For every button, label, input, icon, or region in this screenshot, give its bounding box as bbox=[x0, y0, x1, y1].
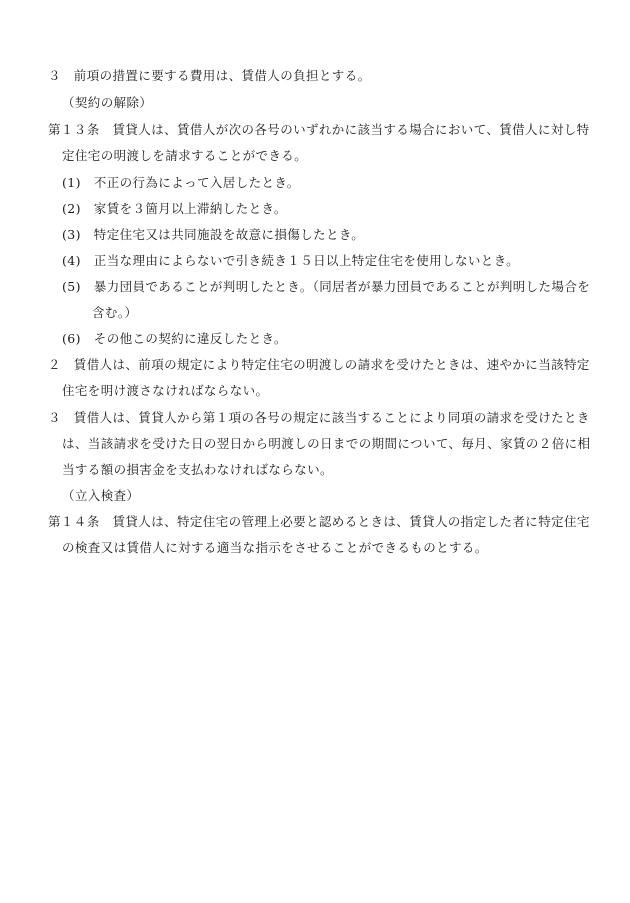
heading-inspection: （立入検査） bbox=[62, 488, 140, 503]
paragraph-3-line-2: は、当該請求を受けた日の翌日から明渡しの日までの期間について、毎月、家賃の２倍に相 bbox=[62, 436, 591, 451]
item-4: (4) 正当な理由によらないで引き続き１５日以上特定住宅を使用しないとき。 bbox=[62, 253, 520, 268]
article-13-line-2: 定住宅の明渡しを請求することができる。 bbox=[62, 148, 308, 163]
item-1: (1) 不正の行為によって入居したとき。 bbox=[62, 175, 300, 190]
paragraph-2-line-1: ２ 賃借人は、前項の規定により特定住宅の明渡しの請求を受けたときは、速やかに当該特定 bbox=[48, 357, 590, 372]
paragraph-3-line-3: 当する額の損害金を支払わなければならない。 bbox=[62, 462, 333, 477]
paragraph-3-cost: ３ 前項の措置に要する費用は、賃借人の負担とする。 bbox=[48, 68, 371, 83]
item-3: (3) 特定住宅又は共同施設を故意に損傷したとき。 bbox=[62, 227, 365, 242]
article-14-line-1: 第１４条 賃貸人は、特定住宅の管理上必要と認めるときは、賃貸人の指定した者に特定住宅 bbox=[48, 514, 590, 529]
item-5-line-2: 含む。） bbox=[92, 305, 138, 320]
article-14-line-2: の検査又は賃借人に対する適当な指示をさせることができるものとする。 bbox=[62, 540, 488, 555]
item-5-line-1: (5) 暴力団員であることが判明したとき。（同居者が暴力団員であることが判明した場合を bbox=[62, 279, 591, 294]
item-6: (6) その他この契約に違反したとき。 bbox=[62, 331, 287, 346]
paragraph-2-line-2: 住宅を明け渡さなければならない。 bbox=[62, 383, 269, 398]
item-2: (2) 家賃を３箇月以上滞納したとき。 bbox=[62, 201, 287, 216]
heading-contract-cancellation: （契約の解除） bbox=[62, 95, 153, 110]
article-13-line-1: 第１３条 賃貸人は、賃借人が次の各号のいずれかに該当する場合において、賃借人に対し特 bbox=[48, 122, 590, 137]
paragraph-3-line-1: ３ 賃借人は、賃貸人から第１項の各号の規定に該当することにより同項の請求を受けたとき bbox=[48, 410, 590, 425]
